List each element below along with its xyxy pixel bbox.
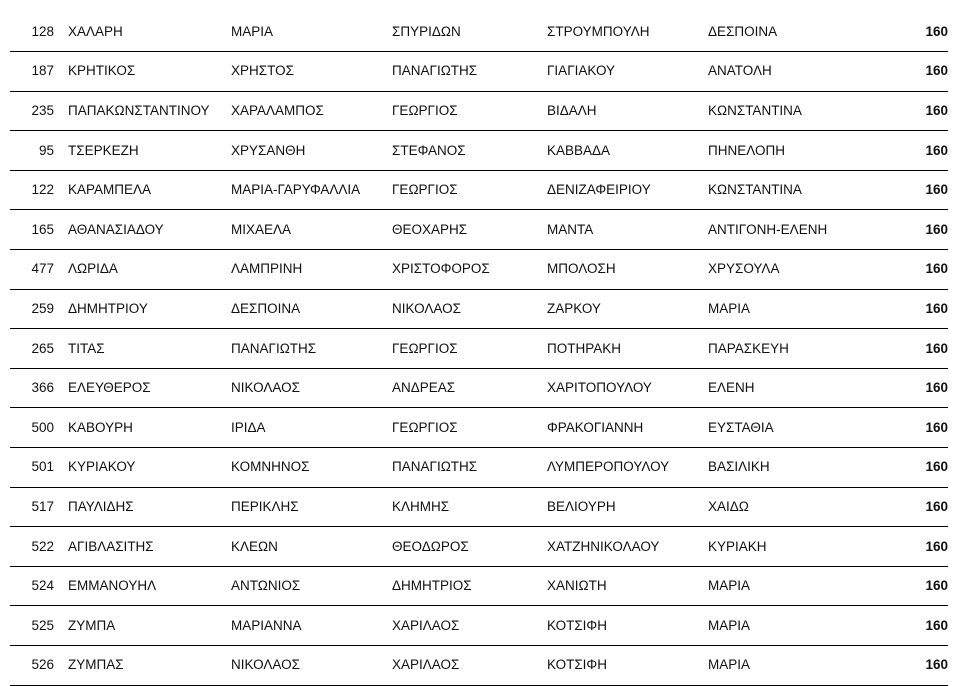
mother-name-cell: ΑΝΤΙΓΟΝΗ-ΕΛΕΝΗ: [708, 210, 858, 250]
table-row: [10, 448, 948, 488]
row-id-cell: [10, 646, 68, 686]
row-id-cell: [10, 250, 68, 290]
mother-surname-cell: ΚΟΤΣΙΦΗ: [547, 606, 708, 646]
surname-cell: ΖΥΜΠΑΣ: [68, 646, 231, 686]
mother-name-cell: ΜΑΡΙΑ: [708, 606, 858, 646]
row-id-text: 165: [31, 221, 54, 237]
row-id-text: 259: [31, 300, 54, 316]
row-id-text: 525: [31, 617, 54, 633]
row-id-text: 265: [31, 340, 54, 356]
mother-surname-cell: ΧΑΡΙΤΟΠΟΥΛΟΥ: [547, 368, 708, 408]
table-row: [10, 487, 948, 527]
mother-surname-cell: ΚΟΤΣΙΦΗ: [547, 646, 708, 686]
points-cell: 160: [858, 250, 948, 290]
first-name-cell: ΑΝΤΩΝΙΟΣ: [231, 566, 392, 606]
points-cell: 160: [858, 646, 948, 686]
table-row: [10, 12, 948, 52]
mother-surname-cell: ΣΤΡΟΥΜΠΟΥΛΗ: [547, 12, 708, 52]
mother-name-cell: ΠΑΡΑΣΚΕΥΗ: [708, 329, 858, 369]
father-name-cell: ΓΕΩΡΓΙΟΣ: [392, 91, 547, 131]
first-name-cell: ΧΑΡΑΛΑΜΠΟΣ: [231, 91, 392, 131]
row-id-cell: [10, 131, 68, 171]
mother-name-cell: ΚΩΝΣΤΑΝΤΙΝΑ: [708, 91, 858, 131]
row-id-text: 517: [31, 498, 54, 514]
mother-surname-cell: ΧΑΝΙΩΤΗ: [547, 566, 708, 606]
first-name-cell: ΜΑΡΙΑΝΝΑ: [231, 606, 392, 646]
father-name-cell: ΧΡΙΣΤΟΦΟΡΟΣ: [392, 250, 547, 290]
father-name-cell: ΧΑΡΙΛΑΟΣ: [392, 646, 547, 686]
row-id-text: 235: [31, 102, 54, 118]
table-row: [10, 289, 948, 329]
mother-name-cell: ΧΑΙΔΩ: [708, 487, 858, 527]
table-row: [10, 52, 948, 92]
mother-surname-cell: ΖΑΡΚΟΥ: [547, 289, 708, 329]
first-name-cell: ΔΕΣΠΟΙΝΑ: [231, 289, 392, 329]
row-id-text: 501: [31, 459, 54, 475]
mother-name-cell: ΚΩΝΣΤΑΝΤΙΝΑ: [708, 170, 858, 210]
row-id-cell: [10, 606, 68, 646]
father-name-cell: ΣΤΕΦΑΝΟΣ: [392, 131, 547, 171]
father-name-cell: ΠΑΝΑΓΙΩΤΗΣ: [392, 52, 547, 92]
row-id-cell: [10, 368, 68, 408]
row-id-cell: [10, 170, 68, 210]
points-cell: 160: [858, 606, 948, 646]
row-id-text: 500: [31, 419, 54, 435]
row-id-text: 522: [31, 538, 54, 554]
mother-name-cell: ΜΑΡΙΑ: [708, 646, 858, 686]
first-name-cell: ΠΕΡΙΚΛΗΣ: [231, 487, 392, 527]
mother-name-cell: ΒΑΣΙΛΙΚΗ: [708, 448, 858, 488]
points-cell: 160: [858, 487, 948, 527]
first-name-cell: ΜΑΡΙΑ-ΓΑΡΥΦΑΛΛΙΑ: [231, 170, 392, 210]
points-cell: 160: [858, 131, 948, 171]
first-name-cell: ΛΑΜΠΡΙΝΗ: [231, 250, 392, 290]
points-cell: 160: [858, 408, 948, 448]
father-name-cell: ΝΙΚΟΛΑΟΣ: [392, 289, 547, 329]
row-id-cell: [10, 329, 68, 369]
table-row: [10, 250, 948, 290]
father-name-cell: ΓΕΩΡΓΙΟΣ: [392, 408, 547, 448]
first-name-cell: ΜΙΧΑΕΛΑ: [231, 210, 392, 250]
table-row: [10, 606, 948, 646]
points-cell: 160: [858, 448, 948, 488]
table-row: [10, 646, 948, 686]
mother-surname-cell: ΜΑΝΤΑ: [547, 210, 708, 250]
mother-name-cell: ΕΥΣΤΑΘΙΑ: [708, 408, 858, 448]
first-name-cell: ΧΡΥΣΑΝΘΗ: [231, 131, 392, 171]
surname-cell: ΚΑΡΑΜΠΕΛΑ: [68, 170, 231, 210]
row-id-cell: [10, 289, 68, 329]
first-name-cell: ΚΛΕΩΝ: [231, 527, 392, 567]
mother-name-cell: ΧΡΥΣΟΥΛΑ: [708, 250, 858, 290]
first-name-cell: ΝΙΚΟΛΑΟΣ: [231, 646, 392, 686]
surname-cell: ΠΑΠΑΚΩΝΣΤΑΝΤΙΝΟΥ: [68, 91, 231, 131]
surname-cell: ΔΗΜΗΤΡΙΟΥ: [68, 289, 231, 329]
row-id-text: 477: [31, 261, 54, 277]
surname-cell: ΚΡΗΤΙΚΟΣ: [68, 52, 231, 92]
father-name-cell: ΔΗΜΗΤΡΙΟΣ: [392, 566, 547, 606]
row-id-text: 128: [31, 23, 54, 39]
mother-surname-cell: ΠΟΤΗΡΑΚΗ: [547, 329, 708, 369]
mother-surname-cell: ΦΡΑΚΟΓΙΑΝΝΗ: [547, 408, 708, 448]
row-id-cell: [10, 527, 68, 567]
row-id-text: 524: [31, 578, 54, 594]
mother-surname-cell: ΛΥΜΠΕΡΟΠΟΥΛΟΥ: [547, 448, 708, 488]
row-id-cell: [10, 210, 68, 250]
table-row: [10, 408, 948, 448]
points-cell: 160: [858, 210, 948, 250]
surname-cell: ΤΙΤΑΣ: [68, 329, 231, 369]
mother-surname-cell: ΒΕΛΙΟΥΡΗ: [547, 487, 708, 527]
surname-cell: ΖΥΜΠΑ: [68, 606, 231, 646]
first-name-cell: ΝΙΚΟΛΑΟΣ: [231, 368, 392, 408]
father-name-cell: ΓΕΩΡΓΙΟΣ: [392, 170, 547, 210]
table-row: [10, 210, 948, 250]
row-id-cell: [10, 487, 68, 527]
surname-cell: ΛΩΡΙΔΑ: [68, 250, 231, 290]
first-name-cell: ΙΡΙΔΑ: [231, 408, 392, 448]
mother-name-cell: ΠΗΝΕΛΟΠΗ: [708, 131, 858, 171]
points-cell: 160: [858, 170, 948, 210]
results-table-body: [10, 12, 948, 685]
row-id-text: 122: [31, 182, 54, 198]
mother-surname-cell: ΒΙΔΑΛΗ: [547, 91, 708, 131]
row-id-text: 187: [31, 63, 54, 79]
mother-name-cell: ΚΥΡΙΑΚΗ: [708, 527, 858, 567]
surname-cell: ΚΥΡΙΑΚΟΥ: [68, 448, 231, 488]
surname-cell: ΕΜΜΑΝΟΥΗΛ: [68, 566, 231, 606]
mother-name-cell: ΕΛΕΝΗ: [708, 368, 858, 408]
surname-cell: ΑΓΙΒΛΑΣΙΤΗΣ: [68, 527, 231, 567]
points-cell: 160: [858, 329, 948, 369]
father-name-cell: ΓΕΩΡΓΙΟΣ: [392, 329, 547, 369]
father-name-cell: ΠΑΝΑΓΙΩΤΗΣ: [392, 448, 547, 488]
mother-name-cell: ΜΑΡΙΑ: [708, 289, 858, 329]
surname-cell: ΧΑΛΑΡΗ: [68, 12, 231, 52]
points-cell: 160: [858, 52, 948, 92]
father-name-cell: ΣΠΥΡΙΔΩΝ: [392, 12, 547, 52]
surname-cell: ΠΑΥΛΙΔΗΣ: [68, 487, 231, 527]
results-table: [10, 12, 948, 686]
row-id-text: 366: [31, 380, 54, 396]
first-name-cell: ΧΡΗΣΤΟΣ: [231, 52, 392, 92]
row-id-cell: [10, 91, 68, 131]
mother-surname-cell: ΓΙΑΓΙΑΚΟΥ: [547, 52, 708, 92]
points-cell: 160: [858, 289, 948, 329]
mother-surname-cell: ΜΠΟΛΟΣΗ: [547, 250, 708, 290]
mother-name-cell: ΜΑΡΙΑ: [708, 566, 858, 606]
row-id-cell: [10, 12, 68, 52]
table-row: [10, 527, 948, 567]
surname-cell: ΑΘΑΝΑΣΙΑΔΟΥ: [68, 210, 231, 250]
father-name-cell: ΚΛΗΜΗΣ: [392, 487, 547, 527]
father-name-cell: ΧΑΡΙΛΑΟΣ: [392, 606, 547, 646]
row-id-cell: [10, 448, 68, 488]
surname-cell: ΚΑΒΟΥΡΗ: [68, 408, 231, 448]
table-row: [10, 91, 948, 131]
points-cell: 160: [858, 527, 948, 567]
points-cell: 160: [858, 566, 948, 606]
mother-surname-cell: ΔΕΝΙΖΑΦΕΙΡΙΟΥ: [547, 170, 708, 210]
row-id-text: 95: [38, 142, 54, 158]
father-name-cell: ΘΕΟΧΑΡΗΣ: [392, 210, 547, 250]
table-row: [10, 131, 948, 171]
row-id-text: 526: [31, 657, 54, 673]
table-row: [10, 368, 948, 408]
points-cell: 160: [858, 368, 948, 408]
row-id-cell: [10, 52, 68, 92]
surname-cell: ΕΛΕΥΘΕΡΟΣ: [68, 368, 231, 408]
father-name-cell: ΑΝΔΡΕΑΣ: [392, 368, 547, 408]
first-name-cell: ΚΟΜΝΗΝΟΣ: [231, 448, 392, 488]
row-id-cell: [10, 566, 68, 606]
mother-name-cell: ΑΝΑΤΟΛΗ: [708, 52, 858, 92]
surname-cell: ΤΣΕΡΚΕΖΗ: [68, 131, 231, 171]
first-name-cell: ΠΑΝΑΓΙΩΤΗΣ: [231, 329, 392, 369]
mother-surname-cell: ΧΑΤΖΗΝΙΚΟΛΑΟΥ: [547, 527, 708, 567]
row-id-cell: [10, 408, 68, 448]
table-row: [10, 170, 948, 210]
father-name-cell: ΘΕΟΔΩΡΟΣ: [392, 527, 547, 567]
points-cell: 160: [858, 12, 948, 52]
first-name-cell: ΜΑΡΙΑ: [231, 12, 392, 52]
mother-name-cell: ΔΕΣΠΟΙΝΑ: [708, 12, 858, 52]
mother-surname-cell: ΚΑΒΒΑΔΑ: [547, 131, 708, 171]
table-row: [10, 329, 948, 369]
points-cell: 160: [858, 91, 948, 131]
table-row: [10, 566, 948, 606]
